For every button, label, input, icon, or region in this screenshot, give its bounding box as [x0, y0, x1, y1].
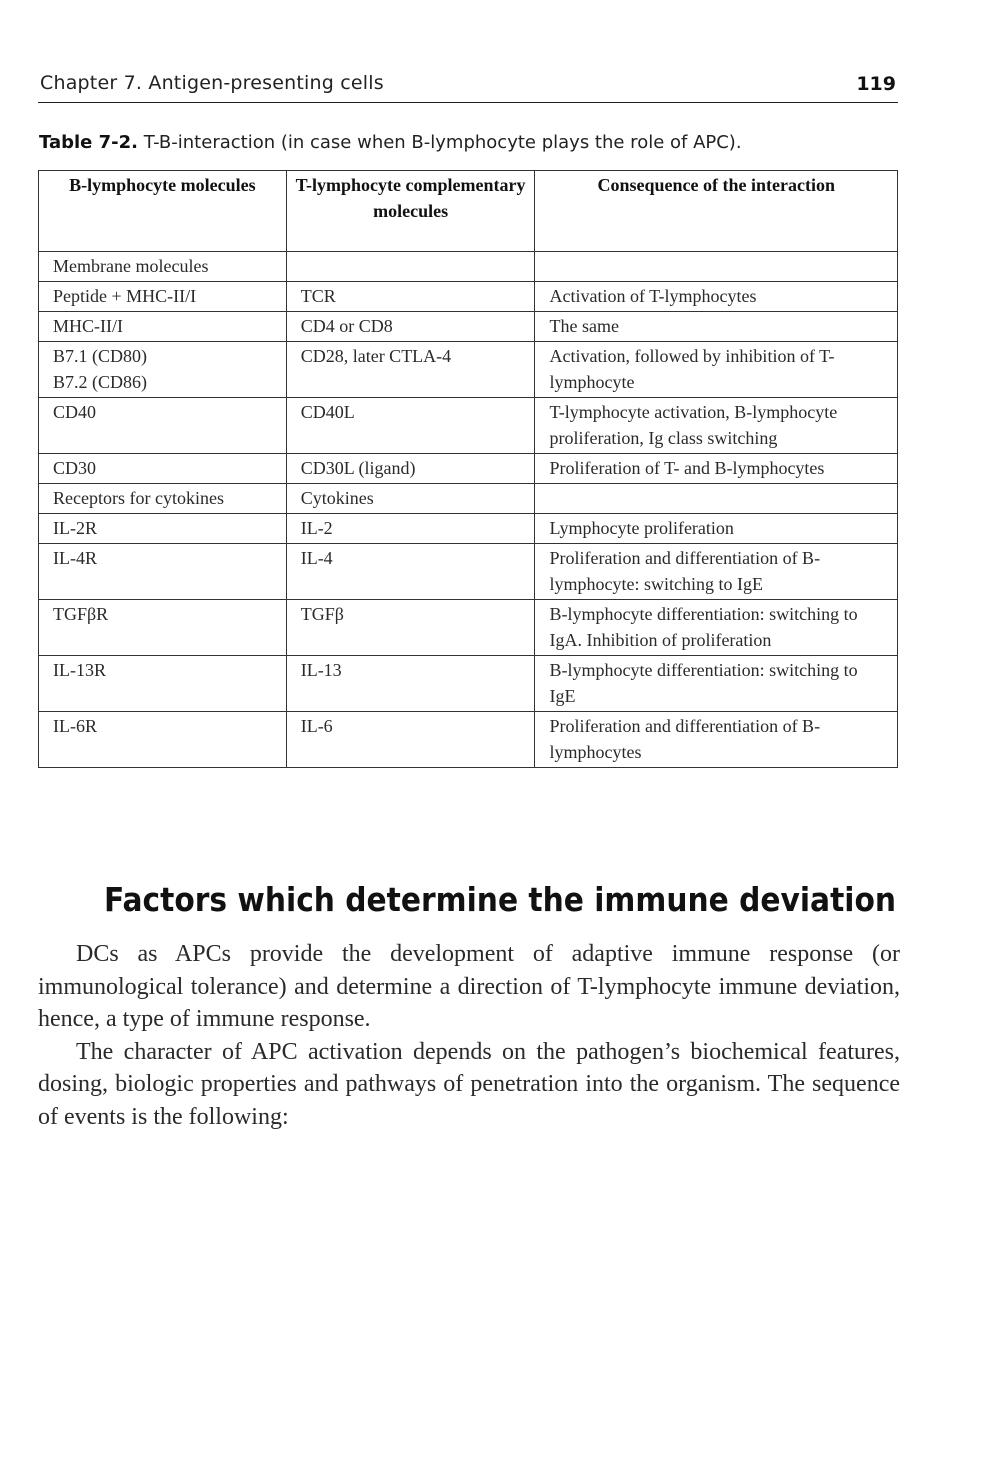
- table-title: T-B-interaction (in case when B-lymphocyte plays the role of APC).: [143, 132, 742, 153]
- table-row: [39, 600, 898, 656]
- running-header: [38, 72, 898, 103]
- empty-cell: [535, 484, 898, 514]
- table-label: Table 7-2.: [39, 132, 138, 153]
- table-header-row: [39, 171, 898, 252]
- section-label-col2: [286, 252, 535, 282]
- t-molecule-cell: TCR: [286, 282, 535, 312]
- consequence-cell: Lymphocyte proliferation: [535, 514, 898, 544]
- section-label-col2: Cytokines: [286, 484, 535, 514]
- table-row: [39, 398, 898, 454]
- b-molecule-cell: Peptide + MHC-II/I: [39, 282, 287, 312]
- t-molecule-cell: IL-2: [286, 514, 535, 544]
- t-molecule-cell: CD4 or CD8: [286, 312, 535, 342]
- t-molecule-cell: CD28, later CTLA-4: [286, 342, 535, 398]
- body-text: [38, 938, 900, 1133]
- b-molecule-cell: IL-13R: [39, 656, 287, 712]
- column-header: T-lymphocyte complementary molecules: [286, 171, 535, 252]
- b-molecule-cell: IL-6R: [39, 712, 287, 768]
- section-heading-row: [39, 252, 898, 282]
- t-molecule-cell: CD40L: [286, 398, 535, 454]
- table-row: [39, 312, 898, 342]
- table-row: [39, 656, 898, 712]
- section-heading-row: [39, 484, 898, 514]
- b-molecule-cell: CD40: [39, 398, 287, 454]
- t-molecule-cell: IL-6: [286, 712, 535, 768]
- consequence-cell: Proliferation of T- and B-lymphocytes: [535, 454, 898, 484]
- table-row: [39, 282, 898, 312]
- table-row: [39, 342, 898, 398]
- consequence-cell: Proliferation and differentiation of B-lymphocyte: switching to IgE: [535, 544, 898, 600]
- t-molecule-cell: IL-13: [286, 656, 535, 712]
- t-molecule-cell: IL-4: [286, 544, 535, 600]
- consequence-cell: Activation of T-lymphocytes: [535, 282, 898, 312]
- consequence-cell: Proliferation and differentiation of B-lymphocytes: [535, 712, 898, 768]
- table-row: [39, 514, 898, 544]
- section-label: Receptors for cytokines: [39, 484, 287, 514]
- page-number: 119: [856, 73, 896, 95]
- b-molecule-cell: IL-4R: [39, 544, 287, 600]
- b-molecule-cell: CD30: [39, 454, 287, 484]
- table-row: [39, 454, 898, 484]
- b-molecule-cell: TGFβR: [39, 600, 287, 656]
- consequence-cell: B-lymphocyte differentiation: switching to IgA. Inhibition of proliferation: [535, 600, 898, 656]
- section-heading: Factors which determine the immune deviation: [103, 880, 897, 919]
- interaction-table: [38, 170, 898, 768]
- table-row: [39, 712, 898, 768]
- t-molecule-cell: CD30L (ligand): [286, 454, 535, 484]
- table-caption: [39, 132, 899, 153]
- empty-cell: [535, 252, 898, 282]
- paragraph: The character of APC activation depends on the pathogen’s biochemical features, dosing, biologic properties and pathways of penetration into the organism. The sequence of events is the following:: [38, 1038, 900, 1130]
- b-molecule-cell: MHC-II/I: [39, 312, 287, 342]
- b-molecule-cell: B7.1 (CD80) B7.2 (CD86): [39, 342, 287, 398]
- t-molecule-cell: TGFβ: [286, 600, 535, 656]
- consequence-cell: T-lymphocyte activation, B-lymphocyte proliferation, Ig class switching: [535, 398, 898, 454]
- consequence-cell: B-lymphocyte differentiation: switching to IgE: [535, 656, 898, 712]
- paragraph: DCs as APCs provide the development of adaptive immune response (or immunological tolerance) and determine a direction of T-lymphocyte immune deviation, hence, a type of immune response.: [38, 941, 900, 1032]
- consequence-cell: Activation, followed by inhibition of T-lymphocyte: [535, 342, 898, 398]
- column-header: Consequence of the interaction: [535, 171, 898, 252]
- table-body: [39, 252, 898, 768]
- column-header: B-lymphocyte molecules: [39, 171, 287, 252]
- b-molecule-cell: IL-2R: [39, 514, 287, 544]
- consequence-cell: The same: [535, 312, 898, 342]
- chapter-title: Chapter 7. Antigen-presenting cells: [40, 72, 384, 94]
- table-row: [39, 544, 898, 600]
- section-label: Membrane molecules: [39, 252, 287, 282]
